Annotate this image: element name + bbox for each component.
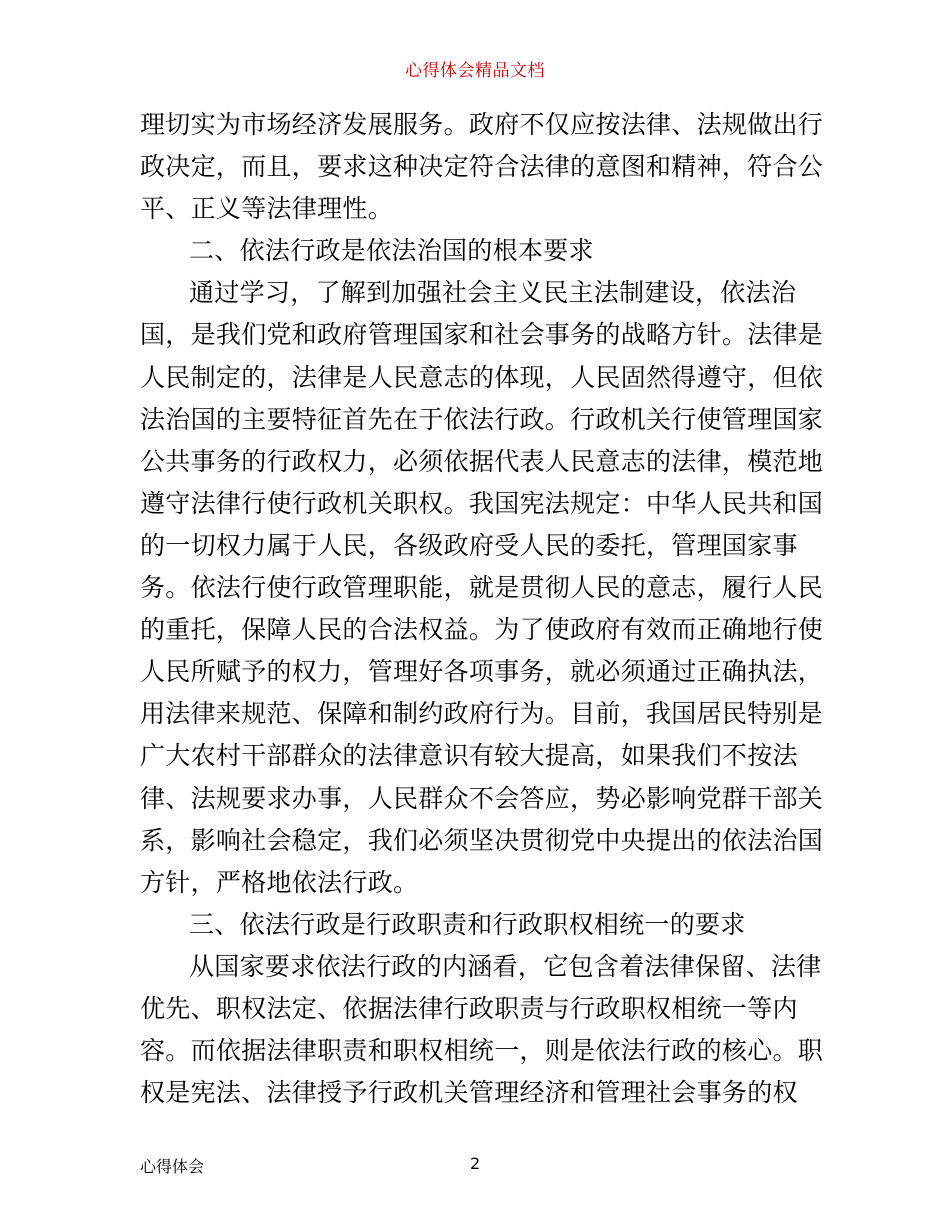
text-line: 三、依法行政是行政职责和行政职权相统一的要求	[189, 909, 746, 939]
text-line: 优先、职权法定、依据法律行政职责与行政职权相统一等内	[140, 993, 798, 1023]
text-line: 人民制定的，法律是人民意志的体现，人民固然得遵守，但依	[140, 362, 824, 392]
text-line: 律、法规要求办事，人民群众不会答应，势必影响党群干部关	[140, 783, 824, 813]
text-line: 理切实为市场经济发展服务。政府不仅应按法律、法规做出行	[140, 110, 824, 139]
text-line: 方针，严格地依法行政。	[140, 867, 419, 897]
page-header-title: 心得体会精品文档	[405, 61, 545, 81]
text-line: 平、正义等法律理性。	[140, 194, 394, 224]
text-line: 的一切权力属于人民，各级政府受人民的委托，管理国家事	[140, 530, 798, 560]
text-line: 的重托，保障人民的合法权益。为了使政府有效而正确地行使	[140, 615, 824, 645]
text-line: 国，是我们党和政府管理国家和社会事务的战略方针。法律是	[140, 320, 824, 350]
document-body	[140, 104, 824, 1114]
text-line: 人民所赋予的权力，管理好各项事务，就必须通过正确执法，	[140, 657, 824, 687]
text-line: 权是宪法、法律授予行政机关管理经济和管理社会事务的权	[140, 1078, 798, 1108]
text-line: 政决定，而且，要求这种决定符合法律的意图和精神，符合公	[140, 152, 824, 182]
text-line: 二、依法行政是依法治国的根本要求	[189, 236, 594, 266]
text-line: 遵守法律行使行政机关职权。我国宪法规定：中华人民共和国	[140, 488, 824, 518]
page-number: 2	[470, 1154, 481, 1173]
text-line: 通过学习，了解到加强社会主义民主法制建设，依法治	[189, 278, 797, 308]
text-line: 从国家要求依法行政的内涵看，它包含着法律保留、法律	[189, 951, 822, 981]
text-line: 公共事务的行政权力，必须依据代表人民意志的法律，模范地	[140, 446, 824, 476]
footer-label: 心得体会	[140, 1157, 205, 1176]
text-line: 务。依法行使行政管理职能，就是贯彻人民的意志，履行人民	[140, 573, 824, 603]
text-line: 用法律来规范、保障和制约政府行为。目前，我国居民特别是	[140, 699, 824, 729]
text-line: 广大农村干部群众的法律意识有较大提高，如果我们不按法	[140, 741, 798, 771]
text-line: 容。而依据法律职责和职权相统一，则是依法行政的核心。职	[140, 1036, 824, 1066]
text-line: 系，影响社会稳定，我们必须坚决贯彻党中央提出的依法治国	[140, 825, 824, 855]
text-line: 法治国的主要特征首先在于依法行政。行政机关行使管理国家	[140, 404, 824, 434]
